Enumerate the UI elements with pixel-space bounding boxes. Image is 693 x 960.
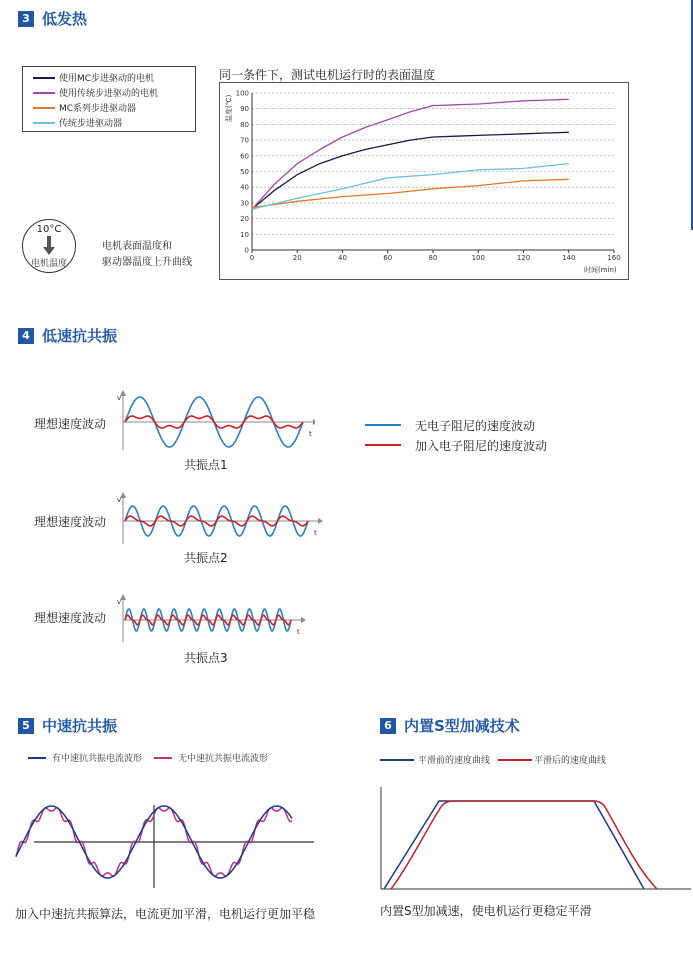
y-tick-label: 10 xyxy=(240,230,249,239)
resonance-legend xyxy=(365,415,547,455)
section-5-header xyxy=(18,715,117,736)
section-6-header xyxy=(380,715,520,736)
section-number: 5 xyxy=(18,718,34,734)
legend-item: MC系列步进驱动器 xyxy=(33,100,195,115)
v-axis-label: v xyxy=(117,598,122,606)
section-number: 3 xyxy=(18,11,34,27)
resonance-point-1: 共振点1 xyxy=(184,458,228,472)
t-axis-arrow xyxy=(313,419,315,425)
down-arrow-icon xyxy=(43,236,55,256)
x-tick-label: 60 xyxy=(383,254,393,262)
x-tick-label: 140 xyxy=(562,254,576,262)
x-tick-label: 160 xyxy=(607,254,621,262)
x-axis-label: 时间(min) xyxy=(584,266,617,274)
x-tick-label: 20 xyxy=(292,254,302,262)
legend-item: 无电子阻尼的速度波动 xyxy=(365,415,547,435)
mid-caption: 加入中速抗共振算法，电流更加平滑，电机运行更加平稳 xyxy=(15,907,316,921)
legend-item: 加入电子阻尼的速度波动 xyxy=(365,435,547,455)
y-tick-label: 80 xyxy=(240,120,249,129)
y-tick-label: 50 xyxy=(240,168,249,176)
section-title: 内置S型加减技术 xyxy=(404,717,520,735)
resonance-point-2: 共振点2 xyxy=(184,551,228,565)
t-axis-arrow xyxy=(318,518,323,524)
section-4-header xyxy=(18,325,117,346)
thermometer-icon: 10°C 电机温度 xyxy=(22,219,76,273)
v-axis-label: v xyxy=(117,394,122,402)
x-tick-label: 0 xyxy=(249,254,255,262)
s-curve-chart xyxy=(379,785,691,893)
scurve-legend: 平滑前的速度曲线 平滑后的速度曲线 xyxy=(380,753,606,766)
y-tick-label: 20 xyxy=(240,215,249,224)
scurve-caption: 内置S型加减速，使电机运行更稳定平滑 xyxy=(380,904,592,918)
temperature-legend xyxy=(22,66,196,132)
y-tick-label: 0 xyxy=(244,246,249,255)
mid-speed-waveform xyxy=(14,800,320,890)
wave-label-1: 理想速度波动 xyxy=(34,417,107,431)
x-tick-label: 120 xyxy=(516,254,531,262)
section-title: 低发热 xyxy=(42,10,88,28)
section-title: 低速抗共振 xyxy=(42,327,118,345)
section-title: 中速抗共振 xyxy=(42,717,118,735)
wave-label-2: 理想速度波动 xyxy=(34,515,107,529)
before-smoothing-curve xyxy=(384,801,644,889)
temp-curve-caption: 电机表面温度和 驱动器温度上升曲线 xyxy=(102,241,192,268)
wave-label-3: 理想速度波动 xyxy=(34,611,107,625)
t-axis-label: t xyxy=(297,628,300,636)
x-tick-label: 100 xyxy=(471,254,485,262)
v-axis-label: v xyxy=(117,496,122,504)
x-tick-label: 40 xyxy=(338,254,347,262)
y-tick-label: 90 xyxy=(240,105,249,114)
temperature-chart xyxy=(219,82,629,280)
section-3-header xyxy=(18,8,87,29)
y-tick-label: 30 xyxy=(240,199,249,208)
resonance-plot-1 xyxy=(115,388,315,452)
section-number: 4 xyxy=(18,328,34,344)
t-axis-label: t xyxy=(309,430,312,438)
legend-item: 使用传统步进驱动的电机 xyxy=(33,85,195,100)
legend-item: 传统步进驱动器 xyxy=(33,115,195,130)
resonance-plot-3 xyxy=(115,592,315,644)
t-axis-label: t xyxy=(314,529,317,537)
resonance-point-3: 共振点3 xyxy=(184,651,228,665)
t-axis-arrow xyxy=(301,617,306,623)
resonance-plot-2 xyxy=(115,490,325,546)
y-tick-label: 70 xyxy=(240,136,249,145)
y-tick-label: 60 xyxy=(240,152,249,161)
chart-title: 同一条件下，测试电机运行时的表面温度 xyxy=(219,68,436,82)
section-number: 6 xyxy=(380,718,396,734)
y-axis-label: 温度(℃) xyxy=(225,94,233,122)
legend-item: 使用MC步进驱动的电机 xyxy=(33,70,195,85)
x-tick-label: 80 xyxy=(428,254,438,262)
mid-legend: 有中速抗共振电流波形 无中速抗共振电流波形 xyxy=(28,751,268,764)
y-tick-label: 40 xyxy=(240,183,249,192)
y-tick-label: 100 xyxy=(235,89,249,98)
